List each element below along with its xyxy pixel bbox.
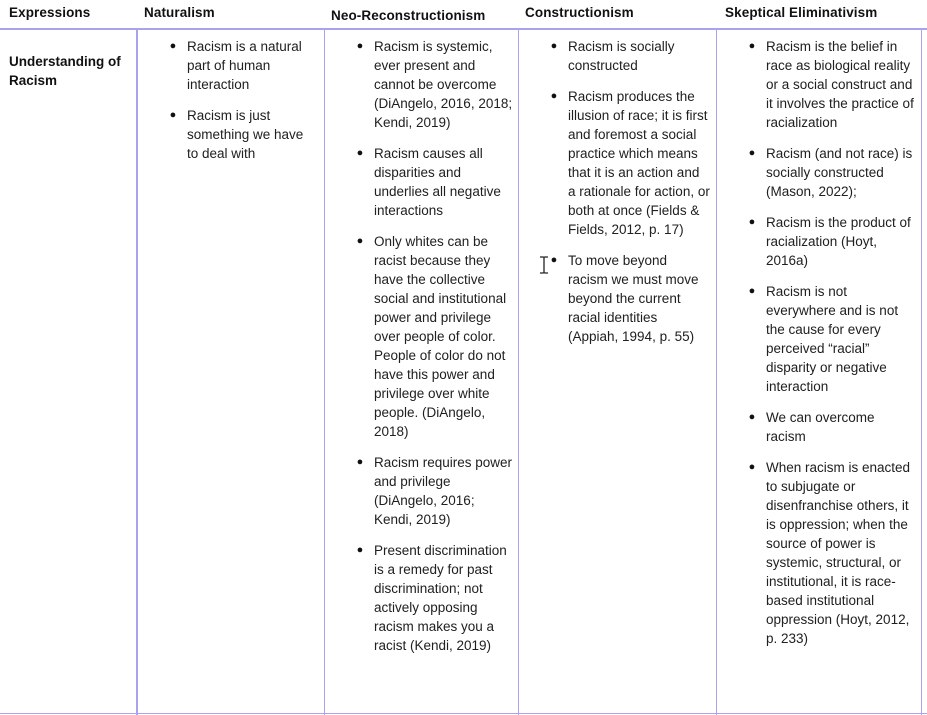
list-item-text: Racism is the product of racialization (Hoyt, 2016a) — [766, 214, 911, 268]
constructionism-cell[interactable] — [550, 37, 710, 358]
list-item-text: Only whites can be racist because they have the collective social and institutional power and privilege over people of color. People of color do not have this power and privilege over white people. (DiAngelo, 2018) — [374, 233, 507, 439]
list-item-text: We can overcome racism — [766, 409, 875, 444]
row-divider-bottom — [0, 713, 927, 714]
list-item-text: When racism is enacted to subjugate or disenfranchise others, it is oppression; when the source of power is systemic, structural, or institutional, it is race-based institutional oppression (Hoyt, 2012, p. 233) — [766, 459, 911, 646]
list-item-text: Present discrimination is a remedy for past discrimination; not actively opposing racism makes you a racist (Kendi, 2019) — [374, 542, 507, 653]
header-expressions[interactable]: Expressions — [9, 5, 91, 20]
list-item-text: Racism produces the illusion of race; it is first and foremost a social practice which means that it is an action and a rationale for action, or both at once (Fields & Fields, 2012, p. 17) — [568, 88, 710, 237]
list-item[interactable] — [356, 453, 514, 529]
list-item[interactable] — [748, 408, 918, 446]
skeptical-eliminativism-cell[interactable] — [748, 37, 918, 660]
list-item[interactable] — [748, 213, 918, 270]
list-item[interactable] — [550, 37, 710, 75]
list-item-text: Racism is not everywhere and is not the cause for every perceived “racial” disparity or negative interaction — [766, 283, 899, 394]
list-item-text: Racism requires power and privilege (DiAngelo, 2016; Kendi, 2019) — [374, 454, 513, 527]
column-divider-1[interactable] — [136, 30, 138, 715]
list-item-text: Racism is a natural part of human interaction — [187, 38, 302, 92]
list-item[interactable] — [748, 458, 918, 648]
bullet-icon: ● — [748, 39, 756, 52]
bullet-icon: ● — [748, 284, 756, 297]
list-item-text: Racism is the belief in race as biological reality or a social construct and it involves the practice of racialization — [766, 38, 914, 130]
bullet-icon: ● — [356, 543, 364, 556]
header-naturalism[interactable]: Naturalism — [144, 5, 215, 20]
column-divider-2[interactable] — [324, 30, 325, 715]
list-item[interactable] — [550, 251, 710, 346]
column-divider-4[interactable] — [716, 30, 717, 715]
list-item[interactable] — [748, 144, 918, 201]
naturalism-cell[interactable] — [169, 37, 317, 175]
header-divider — [0, 28, 927, 30]
header-constructionism[interactable]: Constructionism — [525, 5, 634, 20]
bullet-icon: ● — [748, 460, 756, 473]
column-divider-5[interactable] — [921, 30, 922, 715]
bullet-icon: ● — [748, 410, 756, 423]
bullet-icon: ● — [356, 234, 364, 247]
list-item[interactable] — [748, 282, 918, 396]
list-item[interactable] — [356, 37, 514, 132]
list-item-text: Racism is socially constructed — [568, 38, 675, 73]
list-item[interactable] — [356, 232, 514, 441]
bullet-icon: ● — [748, 215, 756, 228]
list-item[interactable] — [550, 87, 710, 239]
table-header-row — [0, 0, 927, 30]
column-divider-3[interactable] — [518, 30, 519, 715]
bullet-icon: ● — [550, 253, 558, 266]
list-item-text: Racism is just something we have to deal with — [187, 107, 304, 161]
row-label-understanding-of-racism[interactable]: Understanding of Racism — [9, 54, 121, 88]
list-item[interactable] — [748, 37, 918, 132]
list-item-text: Racism causes all disparities and underlies all negative interactions — [374, 145, 501, 218]
neo-reconstructionism-cell[interactable] — [356, 37, 514, 667]
bullet-icon: ● — [550, 39, 558, 52]
list-item-text: Racism (and not race) is socially constructed (Mason, 2022); — [766, 145, 913, 199]
list-item[interactable] — [356, 541, 514, 655]
bullet-icon: ● — [356, 146, 364, 159]
list-item[interactable] — [356, 144, 514, 220]
list-item-text: Racism is systemic, ever present and cannot be overcome (DiAngelo, 2016, 2018; Kendi, 2019) — [374, 38, 513, 130]
bullet-icon: ● — [550, 89, 558, 102]
header-neo-reconstructionism[interactable]: Neo-Reconstructionism — [331, 8, 486, 23]
list-item[interactable] — [169, 37, 317, 94]
header-skeptical-eliminativism[interactable]: Skeptical Eliminativism — [725, 5, 878, 20]
bullet-icon: ● — [169, 39, 177, 52]
bullet-icon: ● — [169, 108, 177, 121]
bullet-icon: ● — [748, 146, 756, 159]
text-cursor-icon — [538, 256, 550, 274]
bullet-icon: ● — [356, 455, 364, 468]
bullet-icon: ● — [356, 39, 364, 52]
list-item-text: To move beyond racism we must move beyond the current racial identities (Appiah, 1994, p. 55) — [568, 252, 699, 344]
list-item[interactable] — [169, 106, 317, 163]
